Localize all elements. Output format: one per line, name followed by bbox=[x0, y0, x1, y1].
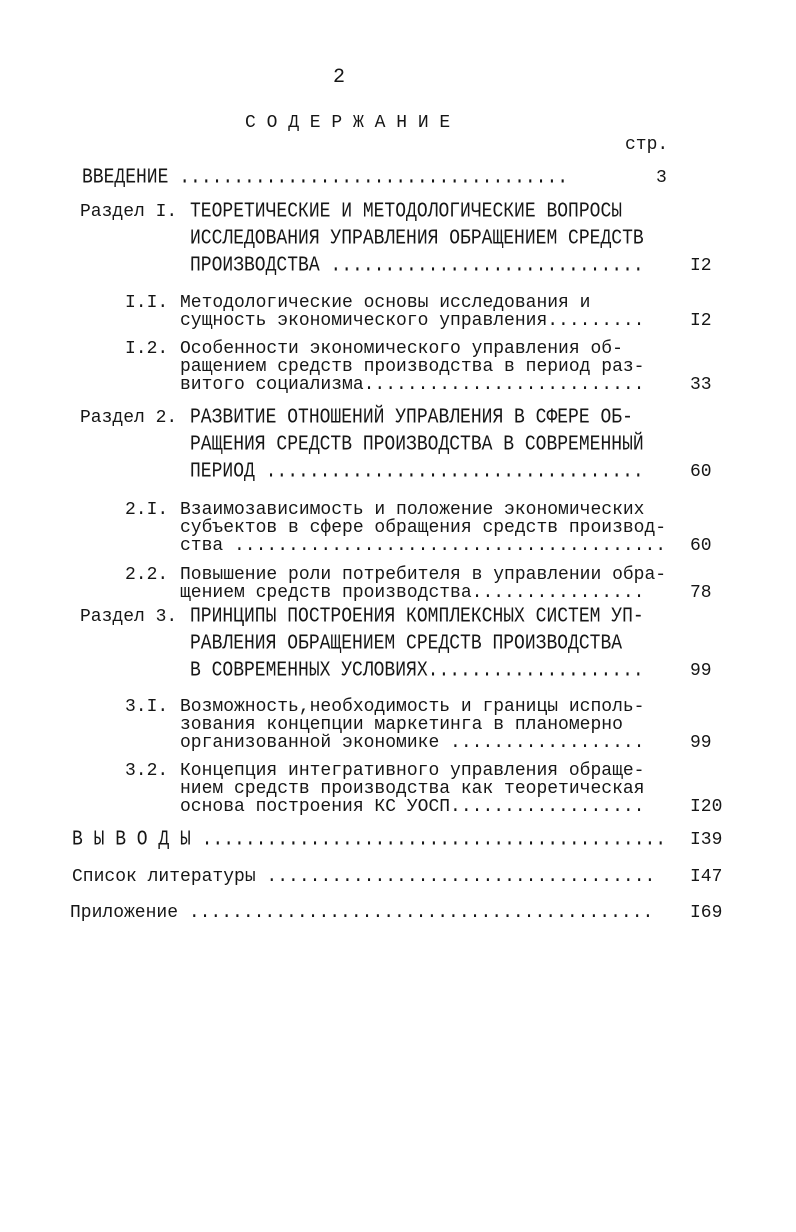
page-ref: I20 bbox=[690, 797, 723, 817]
toc-entry-subsection-3-1 bbox=[0, 698, 796, 752]
toc-entry-conclusions bbox=[0, 828, 796, 852]
page-ref: 99 bbox=[690, 661, 712, 681]
page-ref: 33 bbox=[690, 375, 712, 395]
toc-entry-subsection-1-2 bbox=[0, 340, 796, 394]
entry-text: субъектов в сфере обращения средств производ- bbox=[180, 518, 667, 538]
entry-line bbox=[0, 358, 796, 376]
subsection-label: 3.2. bbox=[125, 761, 169, 781]
entry-text: ПРИНЦИПЫ ПОСТРОЕНИЯ КОМПЛЕКСНЫХ СИСТЕМ УП- bbox=[190, 605, 644, 629]
toc-entry-subsection-2-2 bbox=[0, 566, 796, 602]
entry-line bbox=[0, 537, 796, 555]
subsection-label: 2.2. bbox=[125, 565, 169, 585]
entry-text: ПЕРИОД ................................... bbox=[190, 460, 644, 484]
toc-entry-introduction bbox=[0, 166, 796, 190]
entry-line bbox=[0, 698, 796, 716]
entry-line bbox=[0, 566, 796, 584]
entry-text: ства ........................................ bbox=[180, 536, 667, 556]
entry-text: сущность экономического управления......... bbox=[180, 311, 645, 331]
entry-line bbox=[0, 294, 796, 312]
entry-line bbox=[0, 501, 796, 519]
entry-line bbox=[0, 376, 796, 394]
entry-line bbox=[0, 432, 796, 459]
page-number: 2 bbox=[333, 66, 346, 89]
toc-entry-section-2 bbox=[0, 405, 796, 486]
subsection-label: 2.I. bbox=[125, 500, 169, 520]
entry-line bbox=[0, 459, 796, 486]
entry-line bbox=[0, 904, 796, 922]
entry-text: Приложение ........................................... bbox=[70, 903, 654, 923]
page-ref: 60 bbox=[690, 536, 712, 556]
toc-entry-bibliography bbox=[0, 868, 796, 886]
entry-line bbox=[0, 405, 796, 432]
entry-text: щением средств производства................ bbox=[180, 583, 645, 603]
section-label: Раздел 2. bbox=[80, 408, 178, 428]
entry-text: основа построения КС УОСП.................. bbox=[180, 797, 645, 817]
page-ref: 60 bbox=[690, 462, 712, 482]
entry-line bbox=[0, 519, 796, 537]
entry-line bbox=[0, 658, 796, 685]
entry-line bbox=[0, 798, 796, 816]
page-ref: 78 bbox=[690, 583, 712, 603]
page-ref: 99 bbox=[690, 733, 712, 753]
entry-text: Особенности экономического управления об- bbox=[180, 339, 623, 359]
page-ref: I2 bbox=[690, 311, 712, 331]
entry-text: РАВЛЕНИЯ ОБРАЩЕНИЕМ СРЕДСТВ ПРОИЗВОДСТВА bbox=[190, 632, 623, 656]
subsection-label: I.I. bbox=[125, 293, 169, 313]
entry-line bbox=[0, 762, 796, 780]
toc-entry-subsection-2-1 bbox=[0, 501, 796, 555]
toc-entry-subsection-1-1 bbox=[0, 294, 796, 330]
entry-text: ращением средств производства в период раз- bbox=[180, 357, 645, 377]
entry-text: Список литературы .................................... bbox=[72, 867, 656, 887]
page-ref: I2 bbox=[690, 256, 712, 276]
entry-text: нием средств производства как теоретическая bbox=[180, 779, 645, 799]
entry-line bbox=[0, 716, 796, 734]
page-column-label: стр. bbox=[625, 135, 669, 155]
entry-text: Концепция интегративного управления обраще- bbox=[180, 761, 645, 781]
entry-line bbox=[0, 584, 796, 602]
entry-text: зования концепции маркетинга в планомерно bbox=[180, 715, 623, 735]
entry-text: Взаимозависимость и положение экономических bbox=[180, 500, 645, 520]
entry-line bbox=[0, 828, 796, 852]
toc-title: С О Д Е Р Ж А Н И Е bbox=[245, 113, 451, 133]
entry-line bbox=[0, 604, 796, 631]
entry-line bbox=[0, 631, 796, 658]
entry-line bbox=[0, 312, 796, 330]
page-ref: 3 bbox=[656, 168, 667, 188]
entry-text: организованной экономике .................. bbox=[180, 733, 645, 753]
entry-line bbox=[0, 166, 796, 190]
entry-text: ПРОИЗВОДСТВА ............................. bbox=[190, 254, 644, 278]
entry-text: Методологические основы исследования и bbox=[180, 293, 591, 313]
toc-entry-section-3 bbox=[0, 604, 796, 685]
section-label: Раздел 3. bbox=[80, 607, 178, 627]
entry-text: В Ы В О Д Ы ........................................... bbox=[72, 828, 667, 852]
toc-entry-appendix bbox=[0, 904, 796, 922]
entry-text: РАЩЕНИЯ СРЕДСТВ ПРОИЗВОДСТВА В СОВРЕМЕННЫЙ bbox=[190, 433, 644, 457]
subsection-label: I.2. bbox=[125, 339, 169, 359]
toc-entry-section-1 bbox=[0, 199, 796, 280]
entry-text: ТЕОРЕТИЧЕСКИЕ И МЕТОДОЛОГИЧЕСКИЕ ВОПРОСЫ bbox=[190, 200, 623, 224]
entry-text: ВВЕДЕНИЕ .................................... bbox=[82, 166, 569, 190]
page-ref: I39 bbox=[690, 830, 723, 850]
entry-line bbox=[0, 780, 796, 798]
entry-line bbox=[0, 734, 796, 752]
entry-text: ИССЛЕДОВАНИЯ УПРАВЛЕНИЯ ОБРАЩЕНИЕМ СРЕДСТВ bbox=[190, 227, 644, 251]
entry-line bbox=[0, 253, 796, 280]
entry-text: витого социализма.......................... bbox=[180, 375, 645, 395]
subsection-label: 3.I. bbox=[125, 697, 169, 717]
entry-line bbox=[0, 226, 796, 253]
entry-text: РАЗВИТИЕ ОТНОШЕНИЙ УПРАВЛЕНИЯ В СФЕРЕ ОБ- bbox=[190, 406, 633, 430]
page-ref: I47 bbox=[690, 867, 723, 887]
entry-line bbox=[0, 340, 796, 358]
section-label: Раздел I. bbox=[80, 202, 178, 222]
entry-text: Повышение роли потребителя в управлении обра- bbox=[180, 565, 667, 585]
toc-entry-subsection-3-2 bbox=[0, 762, 796, 816]
entry-line bbox=[0, 199, 796, 226]
entry-text: Возможность,необходимость и границы исполь- bbox=[180, 697, 645, 717]
entry-line bbox=[0, 868, 796, 886]
page-ref: I69 bbox=[690, 903, 723, 923]
entry-text: В СОВРЕМЕННЫХ УСЛОВИЯХ.................... bbox=[190, 659, 644, 683]
